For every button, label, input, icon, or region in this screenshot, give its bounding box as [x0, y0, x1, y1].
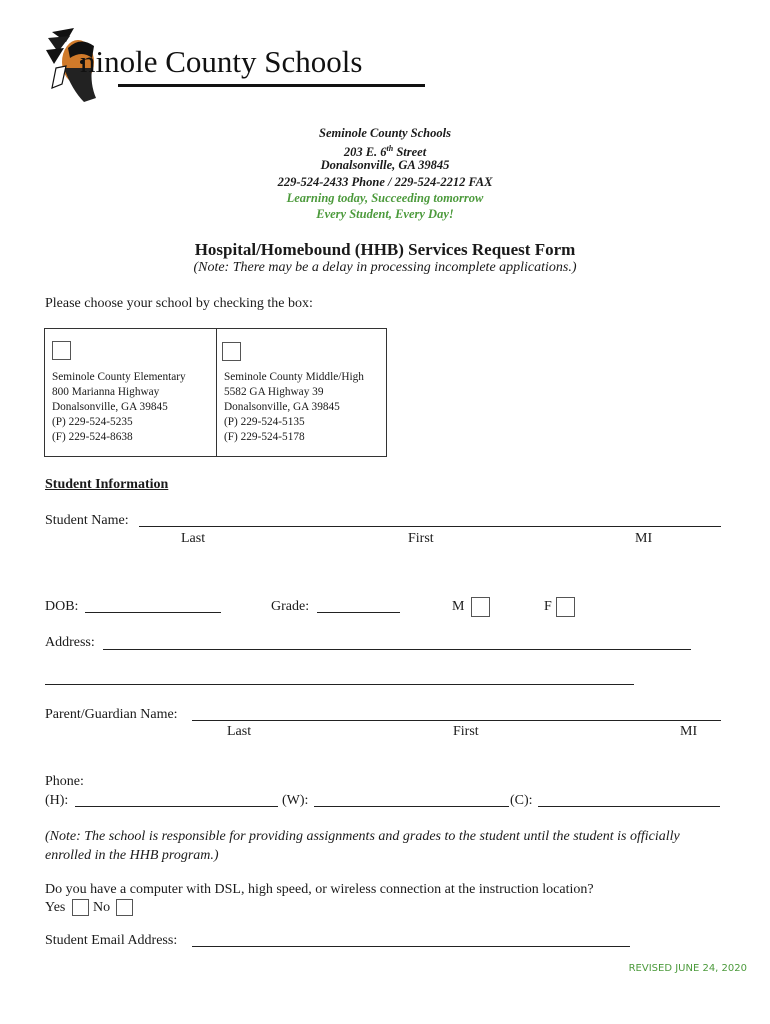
street-superscript: th — [386, 144, 394, 153]
student-first-label: First — [408, 531, 434, 546]
street-name: Street — [393, 145, 427, 160]
middle-high-name: Seminole County Middle/High — [224, 371, 364, 383]
elementary-school-info — [52, 370, 186, 445]
banner-title: ninole County Schools — [80, 44, 363, 79]
male-checkbox[interactable] — [471, 597, 490, 617]
no-checkbox[interactable] — [116, 899, 133, 916]
middle-high-street: 5582 GA Highway 39 — [224, 386, 324, 398]
female-checkbox[interactable] — [556, 597, 575, 617]
no-label: No — [93, 900, 111, 915]
yes-label: Yes — [45, 900, 66, 915]
elementary-name: Seminole County Elementary — [52, 371, 186, 383]
address-field-line-1[interactable] — [103, 649, 691, 650]
guardian-first-label: First — [453, 724, 479, 739]
work-phone-label: (W): — [282, 793, 309, 808]
phone-label: Phone: — [45, 774, 84, 789]
student-last-label: Last — [181, 531, 206, 546]
guardian-name-field[interactable] — [192, 720, 721, 721]
form-title: Hospital/Homebound (HHB) Services Request Form — [194, 240, 576, 259]
middle-high-school-checkbox[interactable] — [222, 342, 241, 361]
banner-underline — [118, 84, 425, 87]
student-info-heading: Student Information — [45, 477, 169, 492]
revised-date: REVISED JUNE 24, 2020 — [628, 963, 747, 974]
street-number: 203 E. 6 — [343, 145, 387, 160]
elementary-street: 800 Marianna Highway — [52, 386, 160, 398]
school-table-divider — [216, 328, 217, 457]
student-name-field[interactable] — [139, 526, 721, 527]
org-name: Seminole County Schools — [319, 126, 451, 140]
middle-high-city: Donalsonville, GA 39845 — [224, 401, 340, 413]
home-phone-field[interactable] — [75, 806, 278, 807]
org-city: Donalsonville, GA 39845 — [320, 158, 450, 172]
guardian-mi-label: MI — [680, 724, 698, 739]
elementary-city: Donalsonville, GA 39845 — [52, 401, 168, 413]
motto-line-1: Learning today, Succeeding tomorrow — [286, 191, 484, 205]
grade-label: Grade: — [271, 599, 310, 614]
guardian-last-label: Last — [227, 724, 252, 739]
middle-high-school-info — [224, 370, 364, 445]
address-label: Address: — [45, 635, 95, 650]
elementary-school-checkbox[interactable] — [52, 341, 71, 360]
student-name-label: Student Name: — [45, 513, 129, 528]
middle-high-fax: (F) 229-524-5178 — [224, 431, 305, 443]
guardian-name-label: Parent/Guardian Name: — [45, 707, 178, 722]
email-label: Student Email Address: — [45, 933, 178, 948]
email-field[interactable] — [192, 946, 630, 947]
middle-high-phone: (P) 229-524-5135 — [224, 416, 305, 428]
student-mi-label: MI — [635, 531, 653, 546]
elementary-phone: (P) 229-524-5235 — [52, 416, 133, 428]
address-field-line-2[interactable] — [45, 684, 634, 685]
cell-phone-label: (C): — [510, 793, 533, 808]
motto-line-2: Every Student, Every Day! — [316, 207, 454, 221]
dob-field[interactable] — [85, 612, 221, 613]
school-responsibility-note: (Note: The school is responsible for providing assignments and grades to the student until the student is officially enrolled in the HHB program.) — [45, 829, 680, 863]
dob-label: DOB: — [45, 599, 79, 614]
computer-question: Do you have a computer with DSL, high speed, or wireless connection at the instruction location? — [45, 882, 594, 897]
yes-checkbox[interactable] — [72, 899, 89, 916]
choose-school-prompt: Please choose your school by checking the box: — [45, 296, 313, 311]
male-label: M — [452, 599, 465, 614]
work-phone-field[interactable] — [314, 806, 509, 807]
grade-field[interactable] — [317, 612, 400, 613]
female-label: F — [544, 599, 552, 614]
elementary-fax: (F) 229-524-8638 — [52, 431, 133, 443]
cell-phone-field[interactable] — [538, 806, 720, 807]
org-phones: 229-524-2433 Phone / 229-524-2212 FAX — [277, 175, 493, 189]
form-note: (Note: There may be a delay in processing incomplete applications.) — [193, 260, 577, 275]
home-phone-label: (H): — [45, 793, 69, 808]
